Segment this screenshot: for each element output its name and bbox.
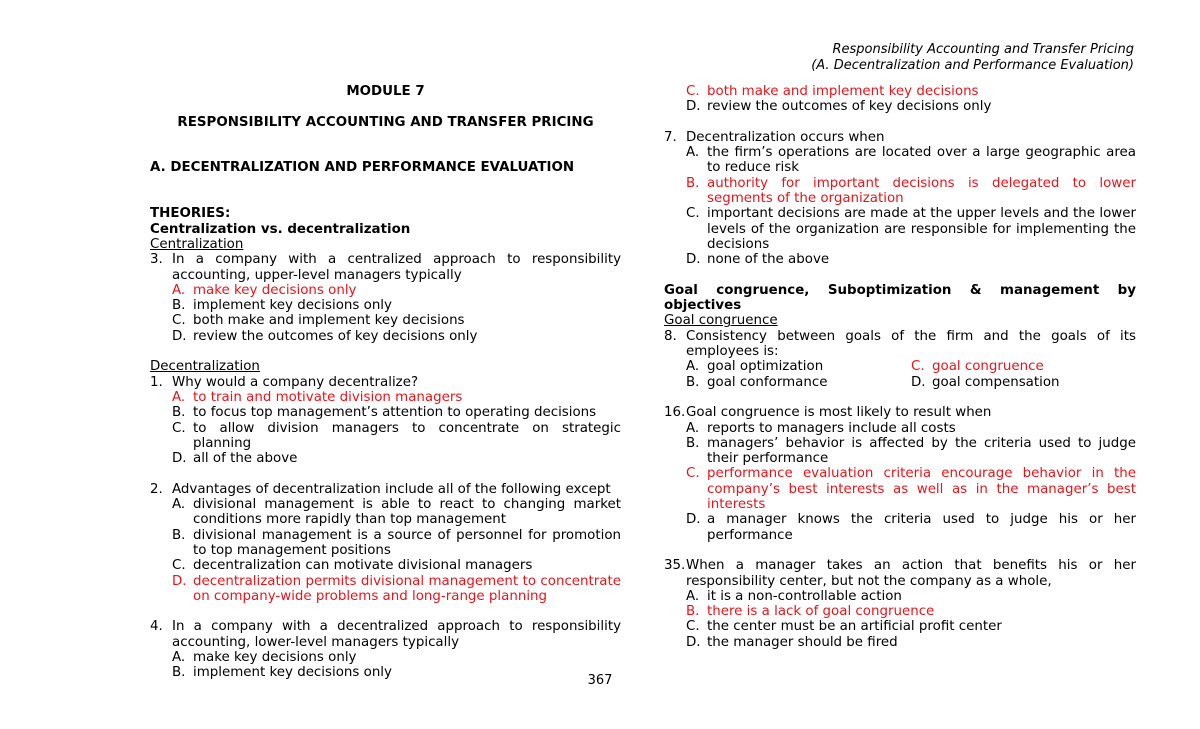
option-c: C. to allow division managers to concentrate on strategic planning [172,420,621,451]
option-b-answer: B. there is a lack of goal congruence [686,604,935,620]
question-text: Goal congruence is most likely to result when [686,405,992,421]
option-d: D. review the outcomes of key decisions only [686,99,992,115]
question-1 [150,375,621,390]
question-3 [150,252,621,283]
question-16 [664,405,1136,420]
question-text: In a company with a decentralized approach to responsibility accounting, lower-level managers typically [172,619,621,650]
running-header-title: Responsibility Accounting and Transfer Pricing [832,42,1134,57]
option-a: A. the firm’s operations are located over a large geographic area to reduce risk [686,145,1136,176]
option-c-answer: C. both make and implement key decisions [686,84,979,99]
question-8 [664,329,1136,360]
page-number: 367 [587,673,613,688]
question-number: 8. [664,328,677,344]
option-c: C. the center must be an artificial profit center [686,619,1002,635]
running-header-subtitle: (A. Decentralization and Performance Evaluation) [811,57,1134,73]
subheading-goal-congruence: Goal congruence [664,313,778,329]
option-b: B. managers’ behavior is affected by the criteria used to judge their performance [686,435,1136,467]
question-text: Why would a company decentralize? [172,374,419,390]
subheading-decentralization: Decentralization [150,359,260,375]
question-35 [664,558,1136,589]
right-column [664,84,1136,650]
question-7 [664,130,1136,145]
option-d: D. goal compensation [911,374,1060,390]
option-a: A. goal optimization [686,359,824,375]
option-c: C. both make and implement key decisions [172,313,465,329]
option-c: C. important decisions are made at the upper levels and the lower levels of the organization are responsible for implementing the decisions [686,206,1136,252]
option-a-answer: A. make key decisions only [172,282,357,298]
option-a: A. divisional management is able to react to changing market conditions more rapidly than top management [172,497,621,528]
option-a: A. make key decisions only [172,649,357,665]
question-text: Decentralization occurs when [686,129,885,145]
option-c-answer: C. goal congruence [911,359,1044,375]
question-4 [150,619,621,650]
option-c-answer: C. performance evaluation criteria encourage behavior in the company’s best interests as well as in the manager’s best interests [686,466,1136,513]
option-b: B. goal conformance [686,374,828,390]
question-text: In a company with a centralized approach to responsibility accounting, upper-level managers typically [172,252,621,283]
module-title: MODULE 7 [346,84,425,99]
subject-title: RESPONSIBILITY ACCOUNTING AND TRANSFER PRICING [177,114,594,130]
question-text: Advantages of decentralization include all of the following except [172,481,611,497]
option-a-answer: A. to train and motivate division managers [172,389,463,405]
left-column [150,84,621,681]
question-2 [150,482,621,497]
question-number: 16. [664,405,686,421]
option-d: D. none of the above [686,252,830,268]
running-header [811,42,1134,73]
question-number: 35. [664,558,686,574]
topic-heading: Centralization vs. decentralization [150,221,411,237]
option-d: D. a manager knows the criteria used to judge his or her performance [686,512,1136,543]
subheading-centralization: Centralization [150,236,244,252]
theories-label: THEORIES: [150,206,231,222]
question-number: 2. [150,481,163,497]
option-d-answer: D. decentralization permits divisional management to concentrate on company-wide problems and long-range planning [172,573,621,604]
question-number: 7. [664,129,677,145]
goal-section-heading: Goal congruence, Suboptimization & management by objectives [664,282,1136,314]
question-text: Consistency between goals of the firm and the goals of its employees is: [686,328,1136,360]
option-grid [664,359,1136,390]
option-b: B. implement key decisions only [172,298,392,314]
question-number: 1. [150,374,163,390]
option-b: B. divisional management is a source of personnel for promotion to top management positions [172,527,621,558]
section-title: A. DECENTRALIZATION AND PERFORMANCE EVALUATION [150,160,575,176]
option-c: C. decentralization can motivate divisional managers [172,558,533,574]
option-b: B. implement key decisions only [172,665,392,681]
question-number: 4. [150,619,163,635]
option-a: A. it is a non-controllable action [686,588,902,604]
option-d: D. the manager should be fired [686,634,898,650]
question-number: 3. [150,252,163,268]
option-b-answer: B. authority for important decisions is delegated to lower segments of the organization [686,175,1136,207]
option-d: D. review the outcomes of key decisions only [172,328,478,344]
option-b: B. to focus top management’s attention to operating decisions [172,405,597,421]
option-d: D. all of the above [172,451,298,467]
question-text: When a manager takes an action that benefits his or her responsibility center, but not the company as a whole, [686,558,1136,589]
option-a: A. reports to managers include all costs [686,420,956,436]
